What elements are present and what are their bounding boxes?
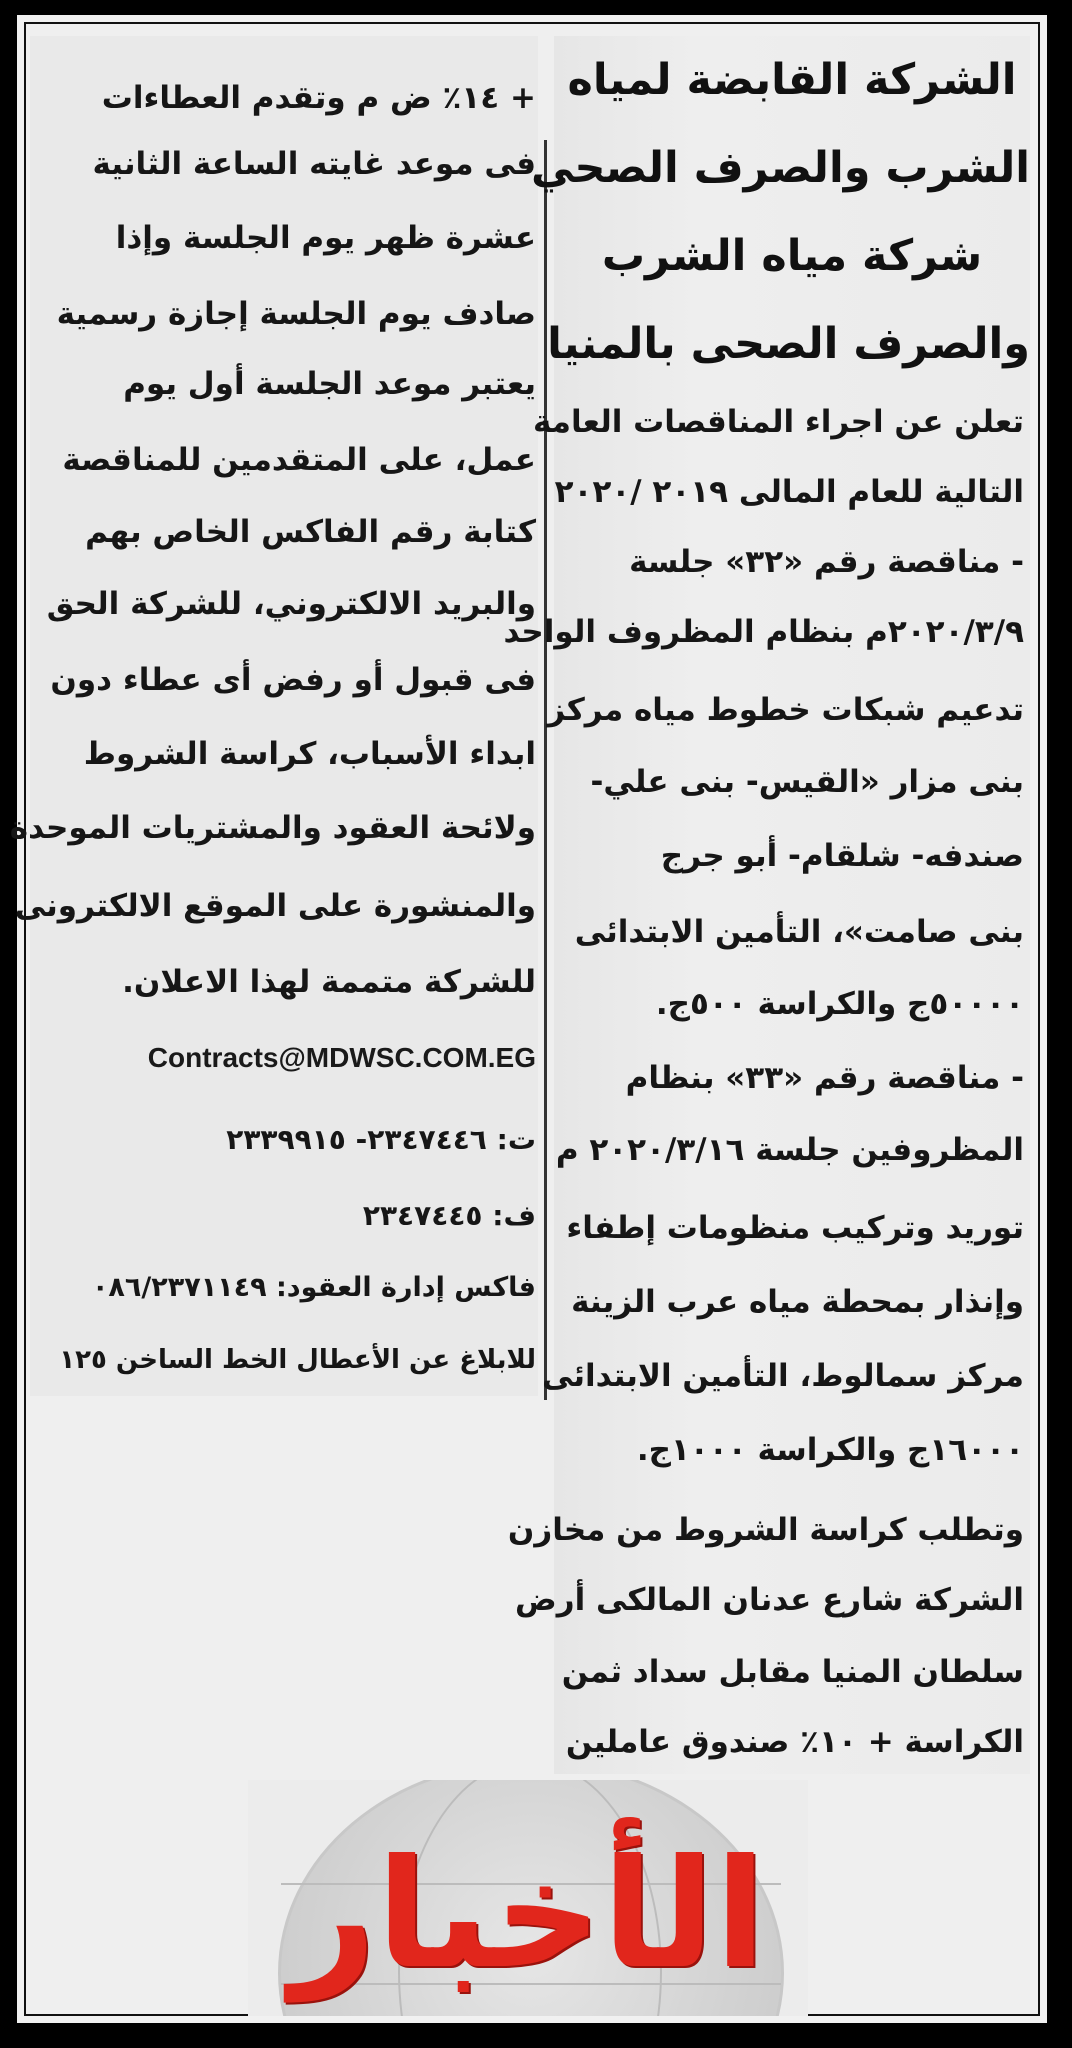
right-line: صندفه- شلقام- أبو جرج (660, 838, 1024, 874)
right-line: ٥٠٠٠٠ج والكراسة ٥٠٠ج. (655, 986, 1024, 1022)
heading-line-3: شركة مياه الشرب (601, 231, 983, 281)
right-line: ٢٠٢٠/٣/٩م بنظام المظروف الواحد (503, 614, 1024, 650)
left-line: + ١٤٪ ض م وتقدم العطاءات (101, 80, 536, 116)
right-line: - مناقصة رقم «٣٣» بنظام (625, 1060, 1024, 1096)
right-line: - مناقصة رقم «٣٢» جلسة (629, 544, 1024, 580)
contact-fax: ف: ٢٣٤٧٤٤٥ (362, 1199, 536, 1232)
heading-block (531, 36, 1030, 388)
right-line: توريد وتركيب منظومات إطفاء (566, 1210, 1024, 1246)
right-line: وإنذار بمحطة مياه عرب الزينة (571, 1284, 1024, 1320)
right-line: بنى صامت»، التأمين الابتدائى (574, 914, 1024, 950)
right-line: التالية للعام المالى ٢٠١٩ /٢٠٢٠ (554, 474, 1024, 510)
right-line: مركز سمالوط، التأمين الابتدائى (542, 1358, 1024, 1394)
left-line: صادف يوم الجلسة إجازة رسمية (56, 296, 536, 332)
right-line: وتطلب كراسة الشروط من مخازن (507, 1512, 1024, 1548)
right-line: الشركة شارع عدنان المالكى أرض (515, 1582, 1024, 1618)
left-line: والمنشورة على الموقع الالكترونى (14, 888, 536, 924)
right-line: بنى مزار «القيس- بنى علي- (590, 764, 1024, 800)
left-line: ولائحة العقود والمشتريات الموحدة (9, 810, 536, 846)
left-line: للشركة متممة لهذا الاعلان. (122, 964, 536, 1000)
contact-email: Contracts@MDWSC.COM.EG (147, 1042, 536, 1073)
left-line: يعتبر موعد الجلسة أول يوم (123, 366, 536, 402)
right-line: ١٦٠٠٠ج والكراسة ١٠٠٠ج. (636, 1432, 1024, 1468)
left-line: عشرة ظهر يوم الجلسة وإذا (115, 220, 536, 256)
left-line: ابداء الأسباب، كراسة الشروط (83, 736, 536, 772)
left-line: والبريد الالكتروني، للشركة الحق (46, 586, 536, 622)
right-line: تدعيم شبكات خطوط مياه مركز (547, 692, 1024, 728)
heading-line-4: والصرف الصحى بالمنيا (547, 319, 1030, 369)
right-line: المظروفين جلسة ٢٠٢٠/٣/١٦ م (555, 1132, 1024, 1168)
contact-phone: ت: ٢٣٤٧٤٤٦- ٢٣٣٩٩١٥ (226, 1123, 536, 1156)
left-line: فى قبول أو رفض أى عطاء دون (50, 662, 536, 698)
left-line: كتابة رقم الفاكس الخاص بهم (85, 514, 536, 550)
contracts-fax: فاكس إدارة العقود: ٠٨٦/٢٣٧١١٤٩ (91, 1272, 536, 1303)
left-line: فى موعد غايته الساعة الثانية (92, 146, 536, 182)
right-line: الكراسة + ١٠٪ صندوق عاملين (565, 1724, 1024, 1760)
logo-text: الأخبار (289, 1828, 767, 2002)
newspaper-logo (248, 1780, 808, 2016)
hotline: للابلاغ عن الأعطال الخط الساخن ١٢٥ (59, 1345, 536, 1375)
right-line: تعلن عن اجراء المناقصات العامة (532, 404, 1024, 440)
heading-line-1: الشركة القابضة لمياه (567, 55, 1017, 105)
left-line: عمل، على المتقدمين للمناقصة (62, 442, 536, 478)
heading-line-2: الشرب والصرف الصحي (531, 143, 1030, 193)
right-line: سلطان المنيا مقابل سداد ثمن (561, 1654, 1024, 1690)
